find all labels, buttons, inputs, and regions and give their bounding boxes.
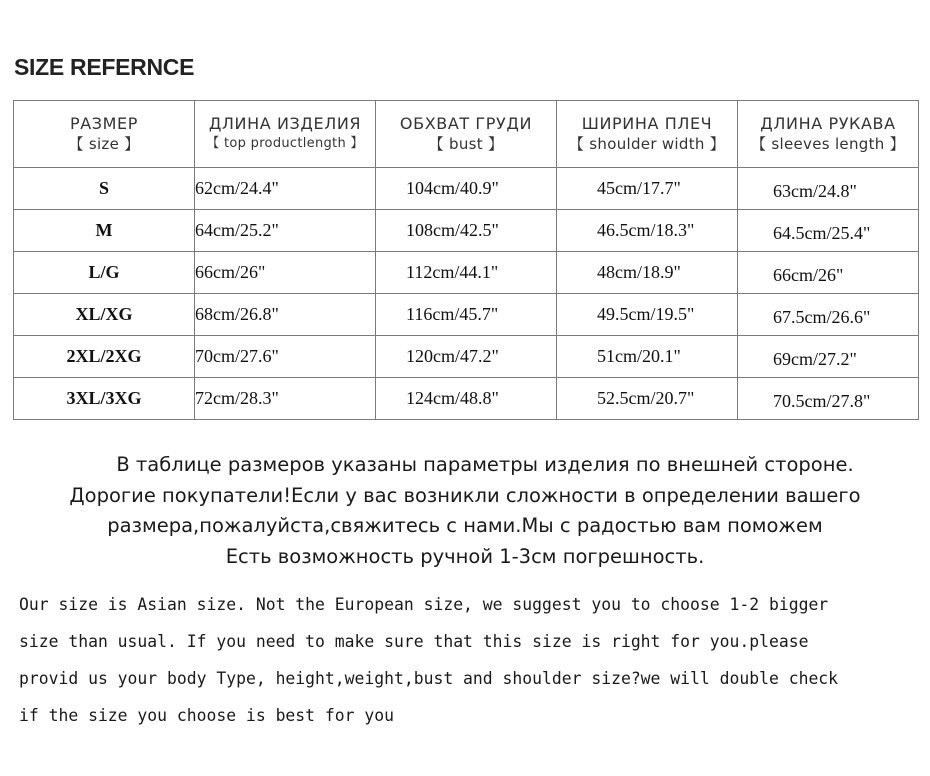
- header-en-label: 【 size 】: [68, 135, 140, 153]
- sleeve-cell: 69cm/27.2": [738, 336, 919, 378]
- bust-cell: 112cm/44.1": [376, 252, 557, 294]
- bust-cell: 124cm/48.8": [376, 378, 557, 420]
- russian-size-note: [0, 450, 930, 572]
- header-ru-label: ШИРИНА ПЛЕЧ: [581, 114, 713, 133]
- size-table: [13, 100, 919, 420]
- sleeve-cell: 63cm/24.8": [738, 168, 919, 210]
- column-header-sleeve: [738, 101, 919, 168]
- length-cell: 66cm/26": [195, 252, 376, 294]
- table-row: [14, 210, 919, 252]
- header-ru-label: РАЗМЕР: [69, 114, 138, 133]
- size-cell: XL/XG: [14, 294, 195, 336]
- length-cell: 62cm/24.4": [195, 168, 376, 210]
- column-header-shoulder: [557, 101, 738, 168]
- english-size-note: [19, 586, 919, 734]
- sleeve-cell: 64.5cm/25.4": [738, 210, 919, 252]
- size-cell: 2XL/2XG: [14, 336, 195, 378]
- shoulder-cell: 52.5cm/20.7": [557, 378, 738, 420]
- header-en-label: 【 top productlength 】: [206, 136, 364, 151]
- sleeve-cell: 70.5cm/27.8": [738, 378, 919, 420]
- header-ru-label: ОБХВАТ ГРУДИ: [399, 114, 533, 133]
- en-note-line: if the size you choose is best for you: [19, 706, 394, 725]
- ru-note-line: Есть возможность ручной 1-3см погрешность.: [225, 544, 705, 568]
- en-note-line: Our size is Asian size. Not the European size, we suggest you to choose 1-2 bigger: [19, 595, 829, 614]
- shoulder-cell: 51cm/20.1": [557, 336, 738, 378]
- table-row: [14, 336, 919, 378]
- size-cell: 3XL/3XG: [14, 378, 195, 420]
- column-header-length: [195, 101, 376, 168]
- shoulder-cell: 45cm/17.7": [557, 168, 738, 210]
- shoulder-cell: 49.5cm/19.5": [557, 294, 738, 336]
- en-note-line: size than usual. If you need to make sure that this size is right for you.please: [19, 632, 809, 651]
- header-en-label: 【 bust 】: [428, 135, 504, 153]
- table-row: [14, 168, 919, 210]
- length-cell: 72cm/28.3": [195, 378, 376, 420]
- length-cell: 68cm/26.8": [195, 294, 376, 336]
- header-en-label: 【 shoulder width 】: [568, 135, 726, 153]
- table-row: [14, 252, 919, 294]
- shoulder-cell: 48cm/18.9": [557, 252, 738, 294]
- size-cell: S: [14, 168, 195, 210]
- header-ru-label: ДЛИНА РУКАВА: [760, 114, 896, 133]
- length-cell: 64cm/25.2": [195, 210, 376, 252]
- bust-cell: 120cm/47.2": [376, 336, 557, 378]
- bust-cell: 116cm/45.7": [376, 294, 557, 336]
- page-title: SIZE REFERNCE: [14, 54, 195, 80]
- shoulder-cell: 46.5cm/18.3": [557, 210, 738, 252]
- ru-note-line: размера,пожалуйста,свяжитесь с нами.Мы с радостью вам поможем: [107, 514, 823, 537]
- column-header-bust: [376, 101, 557, 168]
- size-cell: L/G: [14, 252, 195, 294]
- sleeve-cell: 66cm/26": [738, 252, 919, 294]
- en-note-line: provid us your body Type, height,weight,bust and shoulder size?we will double check: [19, 669, 839, 688]
- length-cell: 70cm/27.6": [195, 336, 376, 378]
- ru-note-line: В таблице размеров указаны параметры изделия по внешней стороне.: [116, 453, 854, 476]
- table-row: [14, 378, 919, 420]
- bust-cell: 108cm/42.5": [376, 210, 557, 252]
- size-cell: M: [14, 210, 195, 252]
- header-ru-label: ДЛИНА ИЗДЕЛИЯ: [208, 114, 362, 133]
- bust-cell: 104cm/40.9": [376, 168, 557, 210]
- table-header-row: [14, 101, 919, 168]
- ru-note-line: Дорогие покупатели!Если у вас возникли сложности в определении вашего: [69, 483, 861, 507]
- table-row: [14, 294, 919, 336]
- header-en-label: 【 sleeves length 】: [751, 135, 905, 153]
- column-header-size: [14, 101, 195, 168]
- sleeve-cell: 67.5cm/26.6": [738, 294, 919, 336]
